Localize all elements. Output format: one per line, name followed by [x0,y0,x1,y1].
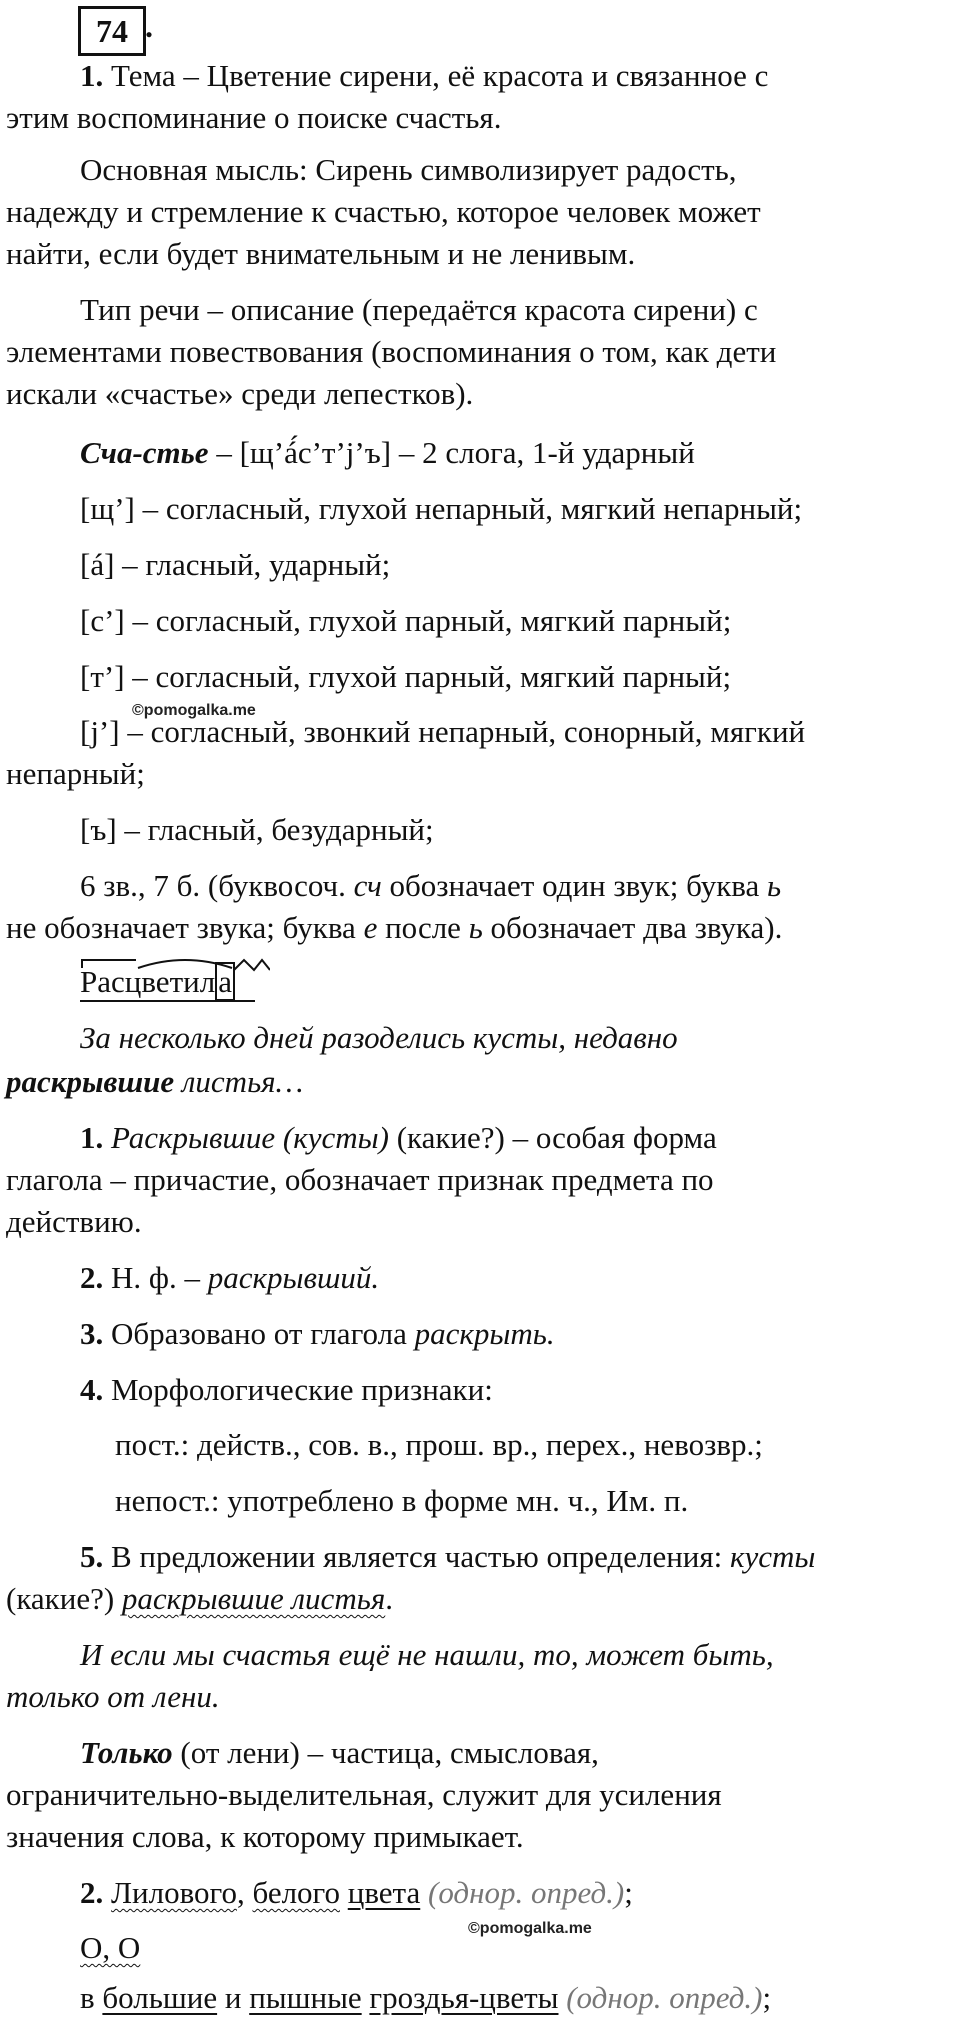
speech-type-line-2: элементами повествования (воспоминания о том, как дети [6,334,777,369]
parse-line-5b: (какие?) раскрывшие листья. [6,1581,393,1616]
main-idea-line-2: надежду и стремление к счастью, которое человек может [6,194,761,229]
morpheme-marks [80,954,270,976]
sound-line-3: [с’] – согласный, глухой парный, мягкий парный; [80,603,732,638]
particle-line-3: значения слова, к которому примыкает. [6,1819,524,1854]
quote-2-line-1: И если мы счастья ещё не нашли, то, может быть, [80,1637,774,1672]
sound-line-5-cont: непарный; [6,756,145,791]
sound-line-4: [т’] – согласный, глухой парный, мягкий парный; [80,659,732,694]
parse-line-4a: пост.: действ., сов. в., прош. вр., перех., невозвр.; [115,1427,763,1462]
parse-line-3: 3. Образовано от глагола раскрыть. [80,1316,555,1351]
stem-underline [80,1000,255,1002]
sound-line-5: [j’] – согласный, звонкий непарный, сонорный, мягкий [80,714,806,749]
suffix-mark [234,960,270,970]
parse-line-4: 4. Морфологические признаки: [80,1372,493,1407]
prefix-mark [82,960,136,968]
syntax-line-3: в большие и пышные гроздья-цветы (однор. опред.); [80,1980,772,2015]
syntax-scheme: О, О [80,1930,141,1965]
theme-line-1: 1. Тема – Цветение сирени, её красота и связанное с [80,58,769,93]
parse-line-5: 5. В предложении является частью определения: кусты [80,1539,816,1574]
speech-type-line-1: Тип речи – описание (передаётся красота сирени) с [80,292,758,327]
count-line-1: 6 зв., 7 б. (буквосоч. сч обозначает один звук; буква ь [80,868,782,903]
watermark: ©pomogalka.me [468,1920,592,1937]
particle-line-1: Только (от лени) – частица, смысловая, [80,1735,599,1770]
parse-line-1c: действию. [6,1204,142,1239]
theme-line-2: этим воспоминание о поиске счастья. [6,100,502,135]
exercise-number: 74 [78,6,146,56]
count-line-2: не обозначает звука; буква е после ь обозначает два звука). [6,910,783,945]
morpheme-ending: а [215,962,235,1001]
syntax-line-1: 2. Лилового, белого цвета (однор. опред.); [80,1875,633,1910]
morpheme-suffix: и [183,964,200,999]
morpheme-suffix-2: л [199,964,216,999]
watermark: ©pomogalka.me [132,702,256,719]
sound-line-1: [щ’] – согласный, глухой непарный, мягкий непарный; [80,491,803,526]
sound-line-2: [á] – гласный, ударный; [80,547,391,582]
morpheme-prefix: Рас [80,964,125,999]
morpheme-root: цвет [124,964,184,999]
phonetic-header: Сча-стье – [щ’á́с’т’j’ъ] – 2 слога, 1-й ударный [80,435,695,470]
particle-line-2: ограничительно-выделительная, служит для усиления [6,1777,722,1812]
parse-line-2: 2. Н. ф. – раскрывший. [80,1260,380,1295]
sound-line-6: [ъ] – гласный, безударный; [80,812,434,847]
quote-1-line-1: За несколько дней разоделись кусты, недавно [80,1020,678,1055]
exercise-number-dot: . [145,8,153,44]
parse-line-4b: непост.: употреблено в форме мн. ч., Им. п. [115,1483,689,1518]
quote-1-line-2: раскрывшие листья… [6,1064,304,1099]
main-idea-line-3: найти, если будет внимательным и не ленивым. [6,236,636,271]
quote-2-line-2: только от лени. [6,1679,220,1714]
parse-line-1: 1. Раскрывшие (кусты) (какие?) – особая форма [80,1120,717,1155]
parse-line-1b: глагола – причастие, обозначает признак предмета по [6,1162,714,1197]
speech-type-line-3: искали «счастье» среди лепестков). [6,376,474,411]
root-arc-mark [138,960,232,968]
main-idea-line-1: Основная мысль: Сирень символизирует радость, [80,152,737,187]
